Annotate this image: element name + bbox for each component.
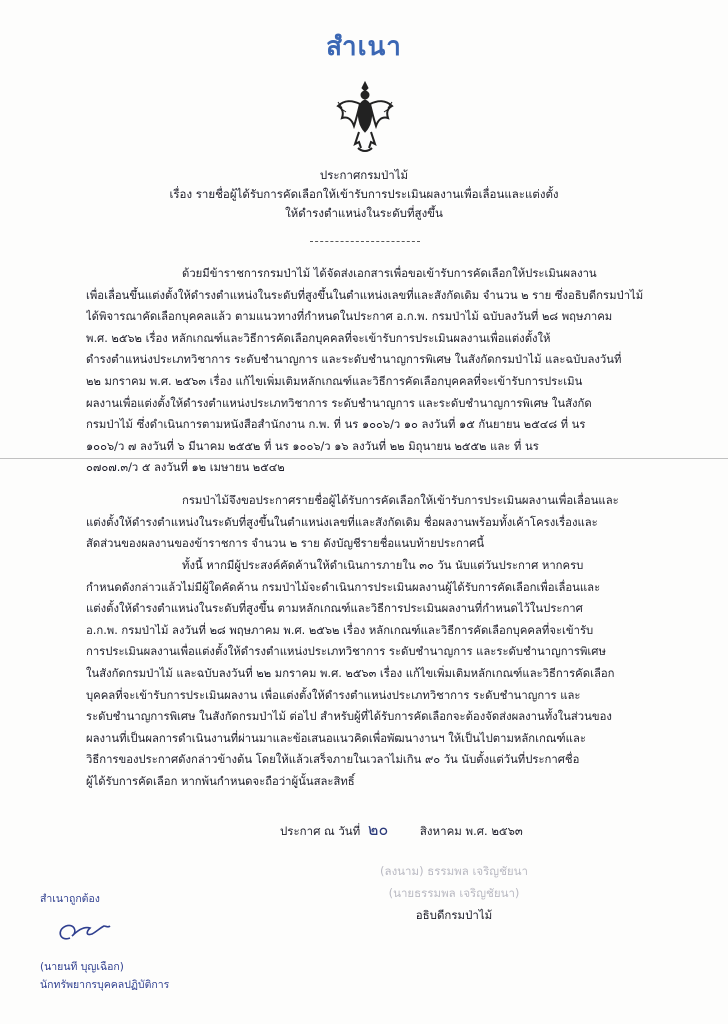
paragraph-line: ๐๗๐๗.๓/ว ๕ ลงวันที่ ๑๒ เมษายน ๒๕๔๒ — [86, 461, 285, 475]
paragraph-line: การประเมินผลงานเพื่อแต่งตั้งให้ดำรงตำแหน่งประเภทวิชาการ ระดับชำนาญการ และระดับชำนาญการพิเศษ — [86, 645, 606, 659]
printed-name: (นายธรรมพล เจริญชัยนา) — [388, 886, 520, 900]
date-prefix: ประกาศ ณ วันที่ — [280, 824, 361, 838]
signer-position: อธิบดีกรมป่าไม้ — [415, 908, 493, 922]
paragraph-line: ด้วยมีข้าราชการกรมป่าไม้ ได้จัดส่งเอกสารเพื่อขอเข้ารับการคัดเลือกให้ประเมินผลงาน — [182, 267, 597, 280]
paragraph-line: ๒๒ มกราคม พ.ศ. ๒๕๖๓ เรื่อง แก้ไขเพิ่มเติมหลักเกณฑ์และวิธีการคัดเลือกบุคคลที่จะเข้ารับการประเมิน — [86, 374, 583, 388]
paragraph-line: กำหนดดังกล่าวแล้วไม่มีผู้ใดคัดค้าน กรมป่าไม้จะดำเนินการประเมินผลงานผู้ได้รับการคัดเลือกเพื่อเลื่อนและ — [86, 580, 601, 594]
signature-block — [354, 860, 554, 926]
subject-line-1: เรื่อง รายชื่อผู้ได้รับการคัดเลือกให้เข้ารับการประเมินผลงานเพื่อเลื่อนและแต่งตั้ง — [169, 187, 559, 201]
paragraph-line: กรมป่าไม้ ซึ่งดำเนินการตามหนังสือสำนักงาน ก.พ. ที่ นร ๑๐๐๖/ว ๑๐ ลงวันที่ ๑๕ กันยายน ๒๕๔๘ ที่ นร — [86, 418, 586, 432]
paragraph-line: เพื่อเลื่อนขึ้นแต่งตั้งให้ดำรงตำแหน่งในระดับที่สูงขึ้นในตำแหน่งเลขที่และสังกัดเดิม จำนวน ๒ ราย ซึ่งอธิบดีกรมป่าไม้ — [86, 288, 644, 302]
certification-block — [40, 890, 200, 994]
paragraph-line: แต่งตั้งให้ดำรงตำแหน่งในระดับที่สูงขึ้นในตำแหน่งเลขที่และสังกัดเดิม ชื่อผลงานพร้อมทั้งเค้าโครงเรื่องและ — [86, 515, 598, 529]
copy-stamp: สำเนา — [326, 32, 402, 62]
certified-copy-label: สำเนาถูกต้อง — [40, 893, 100, 905]
paragraph-line: สัดส่วนของผลงานของข้าราชการ จำนวน ๒ ราย ดังบัญชีรายชื่อแนบท้ายประกาศนี้ — [86, 537, 485, 551]
paragraph-line: ได้พิจารณาคัดเลือกบุคคลแล้ว ตามแนวทางที่กำหนดในประกาศ อ.ก.พ. กรมป่าไม้ ฉบับลงวันที่ ๒๘ พฤษภาคม — [86, 310, 613, 324]
page-fold-line — [0, 458, 728, 459]
paragraph-3 — [86, 555, 652, 793]
paragraph-line: บุคคลที่จะเข้ารับการประเมินผลงาน เพื่อแต่งตั้งให้ดำรงตำแหน่งประเภทวิชาการ ระดับชำนาญการ และ — [86, 688, 581, 702]
paragraph-line: ผลงานที่เป็นผลการดำเนินงานที่ผ่านมาและข้อเสนอแนวคิดเพื่อพัฒนางานฯ ให้เป็นไปตามหลักเกณฑ์และ — [86, 731, 586, 745]
paragraph-line: ผู้ได้รับการคัดเลือก หากพ้นกำหนดจะถือว่าผู้นั้นสละสิทธิ์ — [86, 774, 355, 788]
announcement-title: ประกาศกรมป่าไม้ — [319, 168, 409, 182]
signed-name: (ลงนาม) ธรรมพล เจริญชัยนา — [380, 864, 528, 878]
announcement-heading — [0, 166, 728, 223]
garuda-emblem-icon — [334, 78, 396, 156]
paragraph-line: แต่งตั้งให้ดำรงตำแหน่งในระดับที่สูงขึ้น ตามหลักเกณฑ์และวิธีการประเมินผลงานที่กำหนดไว้ในประกาศ — [86, 602, 583, 616]
date-day-handwritten: ๒๐ — [367, 820, 389, 839]
paragraph-1 — [86, 263, 652, 479]
paragraph-line: กรมป่าไม้จึงขอประกาศรายชื่อผู้ได้รับการคัดเลือกให้เข้ารับการประเมินผลงานเพื่อเลื่อนและ — [182, 494, 619, 507]
paragraph-line: ๑๐๐๖/ว ๗ ลงวันที่ ๖ มีนาคม ๒๕๕๒ ที่ นร ๑๐๐๖/ว ๑๖ ลงวันที่ ๒๒ มิถุนายน ๒๕๕๒ และ ที่ นร — [86, 439, 539, 453]
date-month-year: สิงหาคม พ.ศ. ๒๕๖๓ — [419, 824, 523, 838]
paragraph-line: ผลงานเพื่อแต่งตั้งให้ดำรงตำแหน่งประเภทวิชาการ ระดับชำนาญการ และระดับชำนาญการพิเศษ ในสังกัด — [86, 396, 592, 410]
certifier-name: (นายนที บุญเฉือก) — [40, 961, 124, 973]
announcement-date — [280, 818, 523, 843]
certifier-position: นักทรัพยากรบุคคลปฏิบัติการ — [40, 979, 170, 991]
handwritten-signature-icon — [40, 908, 130, 952]
paragraph-line: พ.ศ. ๒๕๖๒ เรื่อง หลักเกณฑ์และวิธีการคัดเลือกบุคคลที่จะเข้ารับการประเมินผลงานเพื่อแต่งตั้งให้ — [86, 331, 551, 345]
subject-line-2: ให้ดำรงตำแหน่งในระดับที่สูงขึ้น — [285, 206, 443, 220]
paragraph-2 — [86, 490, 652, 555]
paragraph-line: ดำรงตำแหน่งประเภทวิชาการ ระดับชำนาญการ และระดับชำนาญการพิเศษ ในสังกัดกรมป่าไม้ และฉบับลงวันที่ — [86, 353, 622, 367]
paragraph-line: ในสังกัดกรมป่าไม้ และฉบับลงวันที่ ๒๒ มกราคม พ.ศ. ๒๕๖๓ เรื่อง แก้ไขเพิ่มเติมหลักเกณฑ์และวิธีการคัดเลือก — [86, 666, 615, 680]
paragraph-line: ทั้งนี้ หากมีผู้ประสงค์คัดค้านให้ดำเนินการภายใน ๓๐ วัน นับแต่วันประกาศ หากครบ — [182, 559, 584, 572]
paragraph-line: ระดับชำนาญการพิเศษ ในสังกัดกรมป่าไม้ ต่อไป สำหรับผู้ที่ได้รับการคัดเลือกจะต้องจัดส่งผลงานทั้งในส่วนของ — [86, 710, 612, 724]
heading-divider — [310, 241, 420, 242]
paragraph-line: วิธีการของประกาศดังกล่าวข้างต้น โดยให้แล้วเสร็จภายในเวลาไม่เกิน ๙๐ วัน นับตั้งแต่วันที่ประกาศชื่อ — [86, 753, 580, 767]
paragraph-line: อ.ก.พ. กรมป่าไม้ ลงวันที่ ๒๘ พฤษภาคม พ.ศ. ๒๕๖๒ เรื่อง หลักเกณฑ์และวิธีการคัดเลือกบุคคลที่จะเข้ารับ — [86, 623, 594, 637]
